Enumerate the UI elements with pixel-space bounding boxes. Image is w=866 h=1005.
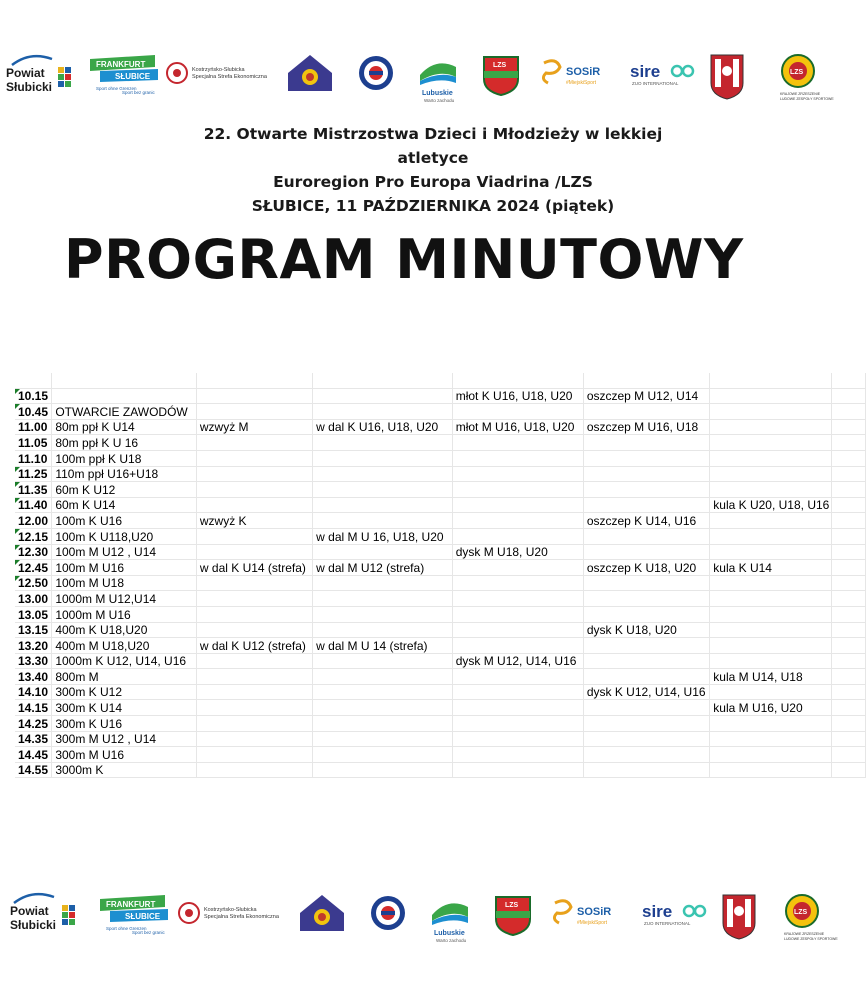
run-cell: 3000m K — [52, 762, 197, 778]
time-cell: 12.30 — [15, 544, 52, 560]
lj-cell — [313, 716, 453, 732]
hj-cell — [196, 466, 312, 482]
svg-text:Powiat: Powiat — [6, 66, 45, 80]
hj-cell — [196, 747, 312, 763]
hammer-cell — [452, 575, 583, 591]
lj-cell: w dal M U 14 (strefa) — [313, 638, 453, 654]
hammer-cell: młot K U16, U18, U20 — [452, 388, 583, 404]
jav-cell: oszczep M U16, U18 — [583, 419, 709, 435]
shot-cell: kula K U20, U18, U16 — [710, 497, 832, 513]
empty-cell — [832, 684, 866, 700]
table-row-blank — [15, 373, 866, 388]
lj-cell — [313, 606, 453, 622]
shot-cell — [710, 419, 832, 435]
table-row — [15, 575, 866, 591]
shot-cell — [710, 762, 832, 778]
sponsor-logos-bottom — [0, 885, 866, 945]
hammer-cell — [452, 466, 583, 482]
lj-cell — [313, 435, 453, 451]
hammer-cell — [452, 591, 583, 607]
empty-cell — [832, 762, 866, 778]
hj-cell — [196, 669, 312, 685]
shot-cell — [710, 716, 832, 732]
shot-cell: kula K U14 — [710, 560, 832, 576]
hammer-cell — [452, 482, 583, 498]
time-cell: 12.00 — [15, 513, 52, 529]
hj-cell — [196, 575, 312, 591]
lubuskie-logo — [432, 903, 468, 943]
lj-cell — [313, 404, 453, 420]
run-cell: 100m M U18 — [52, 575, 197, 591]
hj-cell: wzwyż K — [196, 513, 312, 529]
svg-text:Specjalna Strefa Ekonomiczna: Specjalna Strefa Ekonomiczna — [192, 74, 267, 80]
empty-cell — [832, 575, 866, 591]
empty-cell — [832, 591, 866, 607]
time-cell: 11.40 — [15, 497, 52, 513]
run-cell: 1000m K U12, U14, U16 — [52, 653, 197, 669]
hj-cell: wzwyż M — [196, 419, 312, 435]
svg-text:KRAJOWE ZRZESZENIE: KRAJOWE ZRZESZENIE — [780, 92, 821, 96]
table-row — [15, 700, 866, 716]
run-cell: 300m M U12 , U14 — [52, 731, 197, 747]
svg-text:ZUO INTERNATIONAL: ZUO INTERNATIONAL — [644, 921, 691, 926]
lzs-shield-logo — [484, 57, 518, 95]
kssse-logo — [167, 63, 268, 83]
table-row — [15, 388, 866, 404]
run-cell: 80m ppł K U14 — [52, 419, 197, 435]
shot-cell: kula M U16, U20 — [710, 700, 832, 716]
shot-cell — [710, 544, 832, 560]
city-coat-of-arms-logo — [711, 55, 743, 99]
svg-text:Sport ohne Grenzen: Sport ohne Grenzen — [96, 86, 137, 91]
time-cell: 12.50 — [15, 575, 52, 591]
jav-cell — [583, 638, 709, 654]
jav-cell: dysk K U12, U14, U16 — [583, 684, 709, 700]
lj-cell — [313, 747, 453, 763]
table-row — [15, 638, 866, 654]
jav-cell — [583, 653, 709, 669]
run-cell: OTWARCIE ZAWODÓW — [52, 404, 197, 420]
lj-cell: w dal M U 16, U18, U20 — [313, 528, 453, 544]
lj-cell — [313, 575, 453, 591]
time-cell: 11.25 — [15, 466, 52, 482]
sireo-logo — [642, 902, 705, 926]
svg-text:Warto zachodu: Warto zachodu — [424, 98, 455, 103]
hj-cell — [196, 622, 312, 638]
lj-cell — [313, 731, 453, 747]
powiat-slubicki-logo — [6, 56, 71, 94]
hammer-cell — [452, 513, 583, 529]
hammer-cell — [452, 684, 583, 700]
empty-cell — [832, 497, 866, 513]
time-cell: 14.55 — [15, 762, 52, 778]
table-row — [15, 622, 866, 638]
table-row — [15, 419, 866, 435]
table-row — [15, 544, 866, 560]
lj-cell — [313, 482, 453, 498]
jav-cell — [583, 482, 709, 498]
svg-text:SOSiR: SOSiR — [577, 906, 612, 918]
shot-cell — [710, 450, 832, 466]
empty-cell — [832, 528, 866, 544]
jav-cell — [583, 450, 709, 466]
lj-cell: w dal K U16, U18, U20 — [313, 419, 453, 435]
shot-cell — [710, 731, 832, 747]
hj-cell: w dal K U12 (strefa) — [196, 638, 312, 654]
lj-cell — [313, 544, 453, 560]
time-cell: 11.35 — [15, 482, 52, 498]
empty-cell — [832, 466, 866, 482]
time-cell: 13.05 — [15, 606, 52, 622]
table-row — [15, 716, 866, 732]
time-cell: 10.15 — [15, 388, 52, 404]
svg-text:KRAJOWE ZRZESZENIE: KRAJOWE ZRZESZENIE — [784, 932, 825, 936]
shot-cell — [710, 591, 832, 607]
run-cell: 80m ppł K U 16 — [52, 435, 197, 451]
hj-cell — [196, 497, 312, 513]
jav-cell: oszczep K U14, U16 — [583, 513, 709, 529]
run-cell: 400m K U18,U20 — [52, 622, 197, 638]
run-cell: 1000m M U16 — [52, 606, 197, 622]
svg-text:Słubicki: Słubicki — [10, 918, 57, 932]
hammer-cell — [452, 638, 583, 654]
heading-line-1: 22. Otwarte Mistrzostwa Dzieci i Młodzieży w lekkiej — [203, 125, 663, 143]
svg-text:Specjalna Strefa Ekonomiczna: Specjalna Strefa Ekonomiczna — [204, 914, 279, 920]
hammer-cell — [452, 497, 583, 513]
jav-cell — [583, 466, 709, 482]
time-cell: 14.15 — [15, 700, 52, 716]
table-row — [15, 762, 866, 778]
jav-cell — [583, 435, 709, 451]
time-cell: 13.30 — [15, 653, 52, 669]
lj-cell — [313, 450, 453, 466]
run-cell — [52, 388, 197, 404]
svg-text:SŁUBICE: SŁUBICE — [115, 72, 151, 81]
svg-text:Warto zachodu: Warto zachodu — [436, 938, 467, 943]
time-cell: 12.15 — [15, 528, 52, 544]
jav-cell — [583, 544, 709, 560]
shot-cell — [710, 684, 832, 700]
jav-cell — [583, 606, 709, 622]
shot-cell — [710, 606, 832, 622]
hammer-cell — [452, 404, 583, 420]
svg-text:Powiat: Powiat — [10, 904, 49, 918]
round-emblem-logo — [371, 896, 405, 930]
time-cell: 11.05 — [15, 435, 52, 451]
hj-cell — [196, 482, 312, 498]
hammer-cell — [452, 606, 583, 622]
empty-cell — [832, 482, 866, 498]
empty-cell — [832, 560, 866, 576]
empty-cell — [832, 716, 866, 732]
jav-cell — [583, 528, 709, 544]
run-cell: 110m ppł U16+U18 — [52, 466, 197, 482]
time-cell: 14.10 — [15, 684, 52, 700]
jav-cell — [583, 762, 709, 778]
hammer-cell — [452, 560, 583, 576]
frankfurt-slubice-logo — [100, 895, 168, 935]
table-row — [15, 528, 866, 544]
heading-line-3: Euroregion Pro Europa Viadrina /LZS — [273, 173, 593, 191]
hj-cell — [196, 388, 312, 404]
svg-text:Lubuskie: Lubuskie — [422, 90, 453, 97]
shot-cell — [710, 482, 832, 498]
shot-cell — [710, 638, 832, 654]
shot-cell — [710, 528, 832, 544]
table-row — [15, 435, 866, 451]
table-row — [15, 653, 866, 669]
jav-cell — [583, 591, 709, 607]
lzs-shield-logo — [496, 897, 530, 935]
hj-cell — [196, 731, 312, 747]
empty-cell — [832, 747, 866, 763]
hj-cell — [196, 684, 312, 700]
table-row — [15, 591, 866, 607]
hj-cell — [196, 528, 312, 544]
svg-text:sire: sire — [630, 62, 661, 81]
empty-cell — [832, 544, 866, 560]
time-cell: 14.25 — [15, 716, 52, 732]
hammer-cell — [452, 435, 583, 451]
hammer-cell: dysk M U18, U20 — [452, 544, 583, 560]
jav-cell — [583, 669, 709, 685]
heading-line-2: atletyce — [397, 149, 469, 167]
frankfurt-slubice-logo — [90, 55, 158, 95]
hj-cell — [196, 716, 312, 732]
empty-cell — [832, 700, 866, 716]
jav-cell: dysk K U18, U20 — [583, 622, 709, 638]
svg-text:FRANKFURT: FRANKFURT — [96, 60, 146, 69]
lzs-round-logo — [780, 55, 834, 101]
shot-cell — [710, 575, 832, 591]
hammer-cell: dysk M U12, U14, U16 — [452, 653, 583, 669]
time-cell: 13.40 — [15, 669, 52, 685]
svg-text:SŁUBICE: SŁUBICE — [125, 912, 161, 921]
svg-text:Sport bez granic: Sport bez granic — [122, 90, 155, 95]
svg-text:Lubuskie: Lubuskie — [434, 930, 465, 937]
run-cell: 300m K U14 — [52, 700, 197, 716]
svg-text:LZS: LZS — [790, 69, 804, 76]
table-row — [15, 747, 866, 763]
lj-cell — [313, 388, 453, 404]
table-row — [15, 404, 866, 420]
empty-cell — [832, 606, 866, 622]
run-cell: 300m K U12 — [52, 684, 197, 700]
hammer-cell — [452, 669, 583, 685]
shot-cell — [710, 435, 832, 451]
schedule-table — [15, 373, 866, 778]
empty-cell — [832, 404, 866, 420]
hj-cell — [196, 591, 312, 607]
lj-cell: w dal M U12 (strefa) — [313, 560, 453, 576]
empty-cell — [832, 731, 866, 747]
run-cell: 100m K U16 — [52, 513, 197, 529]
hammer-cell — [452, 731, 583, 747]
svg-text:#MiejskiSport: #MiejskiSport — [577, 920, 608, 926]
jav-cell — [583, 404, 709, 420]
euroregion-logo — [300, 895, 344, 931]
empty-cell — [832, 669, 866, 685]
lj-cell — [313, 684, 453, 700]
table-row — [15, 669, 866, 685]
svg-text:Słubicki: Słubicki — [6, 80, 53, 94]
svg-text:LZS: LZS — [505, 902, 519, 909]
table-row — [15, 731, 866, 747]
empty-cell — [832, 450, 866, 466]
hammer-cell — [452, 622, 583, 638]
svg-text:LUDOWE ZESPOŁY SPORTOWE: LUDOWE ZESPOŁY SPORTOWE — [784, 937, 838, 941]
svg-text:Sport bez granic: Sport bez granic — [132, 930, 165, 935]
lj-cell — [313, 513, 453, 529]
empty-cell — [832, 513, 866, 529]
run-cell: 400m M U18,U20 — [52, 638, 197, 654]
lj-cell — [313, 497, 453, 513]
svg-text:#MiejskiSport: #MiejskiSport — [566, 80, 597, 86]
jav-cell — [583, 497, 709, 513]
heading-line-4: SŁUBICE, 11 PAŹDZIERNIKA 2024 (piątek) — [251, 197, 615, 215]
run-cell: 100m M U16 — [52, 560, 197, 576]
jav-cell — [583, 716, 709, 732]
svg-text:LUDOWE ZESPOŁY SPORTOWE: LUDOWE ZESPOŁY SPORTOWE — [780, 97, 834, 101]
run-cell: 60m K U14 — [52, 497, 197, 513]
hj-cell — [196, 700, 312, 716]
jav-cell — [583, 575, 709, 591]
sponsor-logos-top — [0, 45, 866, 105]
sponsor-logo-row — [0, 45, 866, 105]
empty-cell — [832, 419, 866, 435]
hj-cell — [196, 450, 312, 466]
lj-cell — [313, 653, 453, 669]
lzs-round-logo — [784, 895, 838, 941]
shot-cell: kula M U14, U18 — [710, 669, 832, 685]
svg-text:sire: sire — [642, 902, 673, 921]
lj-cell — [313, 622, 453, 638]
shot-cell — [710, 653, 832, 669]
sosir-logo — [543, 61, 600, 86]
table-row — [15, 482, 866, 498]
time-cell: 13.15 — [15, 622, 52, 638]
time-cell: 13.00 — [15, 591, 52, 607]
hammer-cell — [452, 528, 583, 544]
svg-text:LZS: LZS — [493, 62, 507, 69]
shot-cell — [710, 622, 832, 638]
hammer-cell: młot M U16, U18, U20 — [452, 419, 583, 435]
run-cell: 300m K U16 — [52, 716, 197, 732]
hammer-cell — [452, 716, 583, 732]
run-cell: 300m M U16 — [52, 747, 197, 763]
lj-cell — [313, 466, 453, 482]
city-coat-of-arms-logo — [723, 895, 755, 939]
hj-cell: w dal K U14 (strefa) — [196, 560, 312, 576]
run-cell: 100m M U12 , U14 — [52, 544, 197, 560]
table-row — [15, 497, 866, 513]
hj-cell — [196, 435, 312, 451]
svg-text:Kostrzyńsko-Słubicka: Kostrzyńsko-Słubicka — [192, 67, 245, 73]
time-cell: 10.45 — [15, 404, 52, 420]
svg-text:Sport ohne Grenzen: Sport ohne Grenzen — [106, 926, 147, 931]
shot-cell — [710, 747, 832, 763]
hammer-cell — [452, 700, 583, 716]
lj-cell — [313, 700, 453, 716]
table-row — [15, 450, 866, 466]
time-cell: 11.00 — [15, 419, 52, 435]
jav-cell: oszczep K U18, U20 — [583, 560, 709, 576]
lj-cell — [313, 669, 453, 685]
run-cell: 800m M — [52, 669, 197, 685]
lubuskie-logo — [420, 63, 456, 103]
time-cell: 14.45 — [15, 747, 52, 763]
lj-cell — [313, 591, 453, 607]
svg-text:SOSiR: SOSiR — [566, 66, 601, 78]
run-cell: 1000m M U12,U14 — [52, 591, 197, 607]
schedule-body — [15, 373, 866, 778]
svg-text:FRANKFURT: FRANKFURT — [106, 900, 156, 909]
hammer-cell — [452, 450, 583, 466]
time-cell: 13.20 — [15, 638, 52, 654]
shot-cell — [710, 513, 832, 529]
table-row — [15, 560, 866, 576]
empty-cell — [832, 638, 866, 654]
hj-cell — [196, 762, 312, 778]
table-row — [15, 606, 866, 622]
powiat-slubicki-logo — [10, 894, 75, 932]
svg-text:Kostrzyńsko-Słubicka: Kostrzyńsko-Słubicka — [204, 907, 257, 913]
page-title: PROGRAM MINUTOWY — [64, 228, 744, 291]
round-emblem-logo — [359, 56, 393, 90]
time-cell: 11.10 — [15, 450, 52, 466]
sireo-logo — [630, 62, 693, 86]
table-row — [15, 684, 866, 700]
run-cell: 100m K U118,U20 — [52, 528, 197, 544]
time-cell: 12.45 — [15, 560, 52, 576]
empty-cell — [832, 653, 866, 669]
run-cell: 100m ppł K U18 — [52, 450, 197, 466]
shot-cell — [710, 388, 832, 404]
empty-cell — [832, 435, 866, 451]
svg-text:LZS: LZS — [794, 909, 808, 916]
hj-cell — [196, 544, 312, 560]
lj-cell — [313, 762, 453, 778]
kssse-logo — [179, 903, 280, 923]
empty-cell — [832, 622, 866, 638]
run-cell: 60m K U12 — [52, 482, 197, 498]
jav-cell — [583, 700, 709, 716]
sosir-logo — [554, 901, 611, 926]
event-heading — [0, 122, 866, 218]
jav-cell — [583, 731, 709, 747]
hj-cell — [196, 653, 312, 669]
shot-cell — [710, 404, 832, 420]
table-row — [15, 513, 866, 529]
euroregion-logo — [288, 55, 332, 91]
hammer-cell — [452, 762, 583, 778]
table-row — [15, 466, 866, 482]
svg-text:ZUO INTERNATIONAL: ZUO INTERNATIONAL — [632, 81, 679, 86]
hj-cell — [196, 606, 312, 622]
jav-cell: oszczep M U12, U14 — [583, 388, 709, 404]
jav-cell — [583, 747, 709, 763]
empty-cell — [832, 388, 866, 404]
hj-cell — [196, 404, 312, 420]
time-cell: 14.35 — [15, 731, 52, 747]
hammer-cell — [452, 747, 583, 763]
shot-cell — [710, 466, 832, 482]
sponsor-logo-row-bottom — [0, 885, 866, 945]
